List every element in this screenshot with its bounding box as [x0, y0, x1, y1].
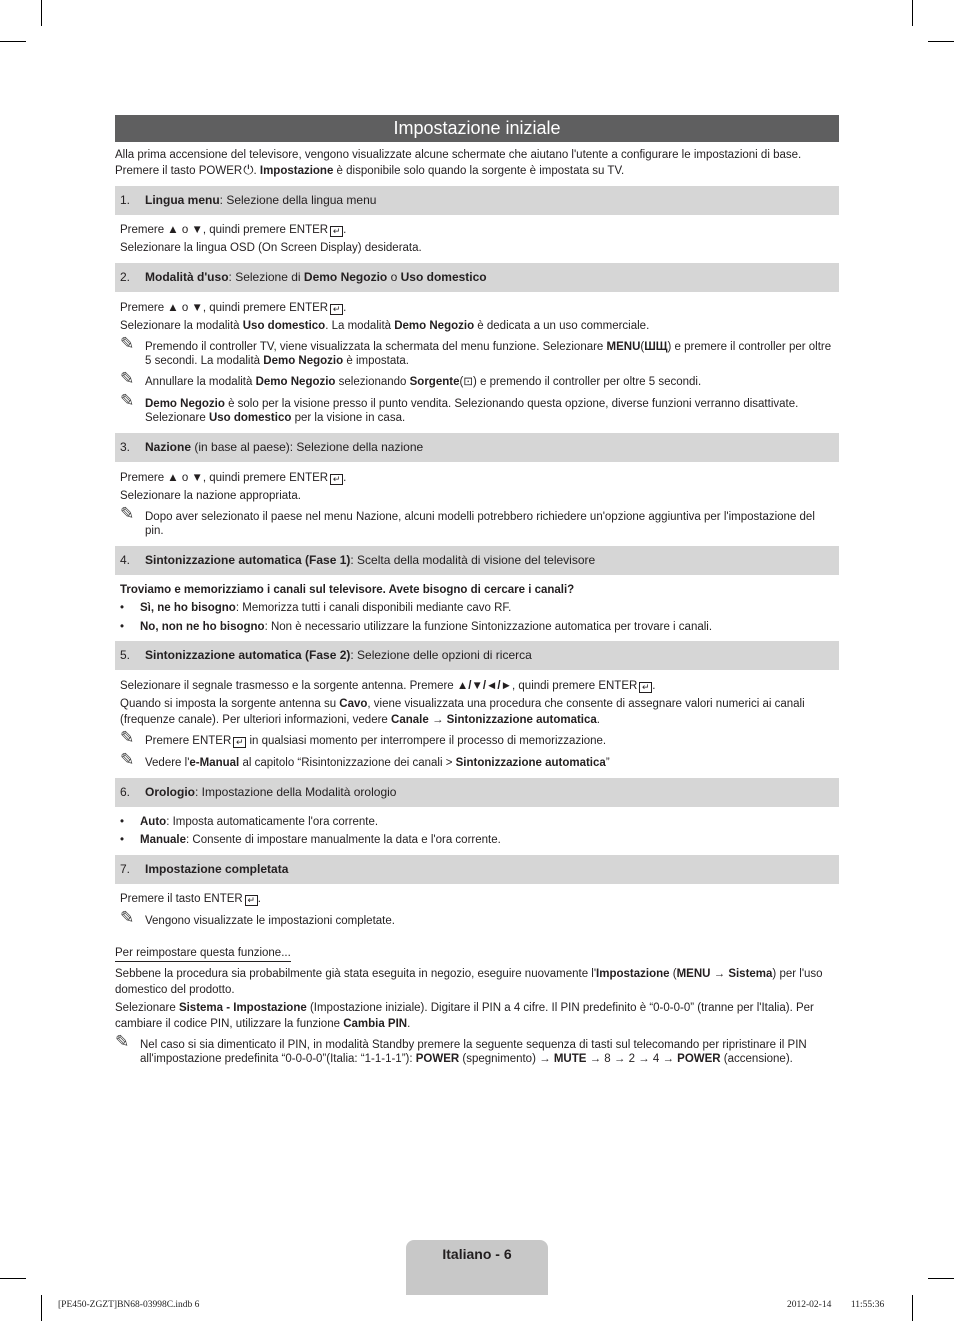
crop-mark [928, 41, 954, 42]
enter-key-icon: ↵ [330, 474, 343, 485]
note: ✎ Annullare la modalità Demo Negozio selezionando Sorgente(⊡) e premendo il controller per oltre 5 secondi. [120, 369, 702, 388]
enter-key-icon: ↵ [233, 737, 246, 748]
pencil-note-icon: ✎ [120, 750, 135, 769]
intro-paragraph [115, 147, 839, 179]
step-4-header: 4. Sintonizzazione automatica (Fase 1): Scelta della modalità di visione del televisore [115, 546, 839, 575]
list-item: • Sì, ne ho bisogno: Memorizza tutti i canali disponibili mediante cavo RF. [120, 602, 512, 614]
step-3-body: Premere ▲ o ▼, quindi premere ENTER ↵ . Selezionare la nazione appropriata. [120, 472, 347, 502]
menu-icon: ШЩ [644, 341, 668, 353]
enter-key-icon: ↵ [639, 682, 652, 693]
intro-line-2: Premere il tasto POWER⏻. Impostazione è disponibile solo quando la sorgente è impostata su TV. [115, 162, 625, 177]
step-7-header: 7. Impostazione completata [115, 855, 839, 884]
crop-mark [41, 0, 42, 26]
step-5-header: 5. Sintonizzazione automatica (Fase 2): Selezione delle opzioni di ricerca [115, 641, 839, 670]
page-number: Italiano - 6 [442, 1246, 512, 1262]
step-4-question: Troviamo e memorizziamo i canali sul televisore. Avete bisogno di cercare i canali? [120, 584, 575, 596]
pencil-note-icon: ✎ [120, 908, 135, 927]
note: ✎ Premendo il controller TV, viene visualizzata la schermata del menu funzione. Selezionare MENU(ШЩ) e premere il controller per oltre 5 secondi. La modalità Demo Negozio è impostata. [120, 334, 832, 367]
enter-key-icon: ↵ [245, 895, 258, 906]
page-number-tab [406, 1240, 548, 1295]
reset-paragraph-1: Sebbene la procedura sia probabilmente già stata eseguita in negozio, eseguire nuovamente l'Impostazione (MENU → Sistema) per l'uso domestico del prodotto. [115, 968, 823, 996]
print-timestamp: 2012-02-14 ￿￿ 11:55:36 [787, 1300, 885, 1310]
file-info: [PE450-ZGZT]BN68-03998C.indb 6 [58, 1300, 200, 1310]
pencil-note-icon: ✎ [120, 728, 135, 747]
step-7-body: Premere il tasto ENTER ↵ . [120, 893, 261, 905]
pencil-note-icon: ✎ [120, 369, 135, 388]
pencil-note-icon: ✎ [120, 504, 135, 523]
step-5-body: Selezionare il segnale trasmesso e la sorgente antenna. Premere ▲/▼/◄/►, quindi premere ENTER ↵ . Quando si imposta la sorgente antenna su Cavo, viene visualizzata una procedura che consente di assegnare valori numerici ai canali (frequenze canale). Per ulteriori informazioni, vedere Canale → Sintonizzazione automatica. [120, 680, 805, 726]
crop-mark [912, 1295, 913, 1321]
list-item: • No, non ne ho bisogno: Non è necessario utilizzare la funzione Sintonizzazione automatica per trovare i canali. [120, 621, 713, 633]
note: ✎ Vedere l'e-Manual al capitolo “Risintonizzazione dei canali > Sintonizzazione automatica” [120, 750, 610, 769]
power-icon: ⏻ [243, 162, 254, 177]
pencil-note-icon: ✎ [120, 391, 135, 410]
step-6-header: 6. Orologio: Impostazione della Modalità orologio [115, 778, 839, 807]
crop-mark [928, 1278, 954, 1279]
crop-mark [912, 0, 913, 26]
step-1-header: 1. Lingua menu: Selezione della lingua menu [115, 186, 839, 215]
source-icon: ⊡ [463, 376, 473, 388]
pencil-note-icon: ✎ [115, 1032, 130, 1051]
intro-line-1: Alla prima accensione del televisore, vengono visualizzate alcune schermate che aiutano l'utente a configurare le impostazioni di base. [115, 149, 802, 161]
page-title: Impostazione iniziale [115, 115, 839, 142]
note: ✎ Nel caso si sia dimenticato il PIN, in modalità Standby premere la seguente sequenza di tasti sul telecomando per ripristinare il PIN all'impostazione predefinita “0-0-0-0”(Italia: “1-1-1-1”): POWER (spegnimento) → MUTE → 8 → 2 → 4 → POWER (accensione). [115, 1032, 807, 1065]
step-3-header: 3. Nazione (in base al paese): Selezione della nazione [115, 433, 839, 462]
list-item: • Manuale: Consente di impostare manualmente la data e l'ora corrente. [120, 834, 501, 846]
enter-key-icon: ↵ [330, 304, 343, 315]
reset-paragraph-2: Selezionare Sistema - Impostazione (Impostazione iniziale). Digitare il PIN a 4 cifre. Il PIN predefinito è “0-0-0-0” (tranne per l'Italia). Per cambiare il codice PIN, utilizzare la funzione Cambia PIN. [115, 1002, 814, 1030]
list-item: • Auto: Imposta automaticamente l'ora corrente. [120, 816, 379, 828]
step-2-body: Premere ▲ o ▼, quindi premere ENTER ↵ . Selezionare la modalità Uso domestico. La modalità Demo Negozio è dedicata a un uso commerciale. [120, 302, 650, 332]
enter-key-icon: ↵ [330, 226, 343, 237]
step-2-header: 2. Modalità d'uso: Selezione di Demo Negozio o Uso domestico [115, 263, 839, 292]
step-1-body: Premere ▲ o ▼, quindi premere ENTER ↵ . Selezionare la lingua OSD (On Screen Display) desiderata. [120, 224, 422, 254]
note: ✎ Vengono visualizzate le impostazioni completate. [120, 908, 395, 927]
pencil-note-icon: ✎ [120, 334, 135, 353]
note: ✎ Premere ENTER ↵ in qualsiasi momento per interrompere il processo di memorizzazione. [120, 728, 607, 747]
note: ✎ Demo Negozio è solo per la visione presso il punto vendita. Selezionando questa opzione, diverse funzioni verranno disattivate. Selezionare Uso domestico per la visione in casa. [120, 391, 799, 424]
crop-mark [41, 1295, 42, 1321]
note: ✎ Dopo aver selezionato il paese nel menu Nazione, alcuni modelli potrebbero richiedere un'opzione aggiuntiva per l'impostazione del pin. [120, 504, 815, 537]
crop-mark [0, 41, 26, 42]
crop-mark [0, 1278, 26, 1279]
reset-heading: Per reimpostare questa funzione... [115, 945, 839, 961]
